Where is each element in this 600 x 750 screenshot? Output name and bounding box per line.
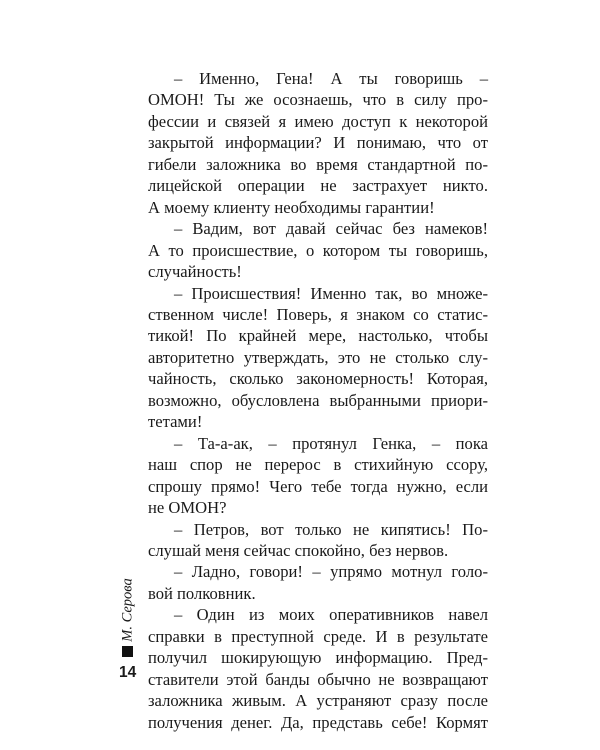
text-line: не ОМОН? (148, 498, 227, 518)
text-line: вой полковник. (148, 583, 256, 603)
text-line: – Один из моих оперативников навел (174, 605, 488, 625)
text-line: тикой! По крайней мере, настолько, чтобы (148, 326, 488, 346)
text-line: спрошу прямо! Чего тебе тогда нужно, если (148, 476, 488, 496)
text-line: ственном числе! Поверь, я знаком со статис- (148, 304, 488, 324)
page-number: 14 (119, 664, 137, 681)
text-line: наш спор не перерос в стихийную ссору, (148, 455, 488, 475)
text-line: – Та-а-ак, – протянул Генка, – пока (174, 433, 488, 453)
text-line: – Петров, вот только не кипятись! По- (174, 519, 488, 539)
text-line: А то происшествие, о котором ты говоришь, (148, 240, 488, 260)
text-line: – Именно, Гена! А ты говоришь – (174, 69, 488, 88)
text-line: – Ладно, говори! – упрямо мотнул голо- (174, 562, 488, 582)
text-line: ставители этой банды обычно не возвращают (148, 669, 488, 689)
square-marker-icon (122, 646, 133, 657)
text-line: получения денег. Да, представь себе! Кормят (148, 712, 488, 732)
text-line: – Вадим, вот давай сейчас без намеков! (174, 219, 488, 239)
text-line: случайность! (148, 262, 242, 282)
text-line: лицейской операции не застрахует никто. (148, 176, 488, 196)
text-line: слушай меня сейчас спокойно, без нервов. (148, 540, 449, 560)
text-line: авторитетно утверждать, это не столько слу- (148, 347, 488, 367)
text-line: тетами! (148, 412, 203, 432)
text-line: получил шокирующую информацию. Пред- (148, 648, 488, 668)
text-line: справки в преступной среде. И в результате (148, 626, 488, 646)
text-line: закрытой информации? И понимаю, что от (148, 133, 488, 153)
page-body-text (148, 68, 488, 733)
text-line: фессии и связей я имею доступ к некоторой (148, 111, 488, 131)
text-line: возможно, обусловлена выбранными приори- (148, 390, 488, 410)
text-line: – Происшествия! Именно так, во множе- (174, 283, 488, 303)
text-line: чайность, сколько закономерность! Которая, (148, 369, 488, 389)
text-line: заложника живым. А устраняют сразу после (148, 691, 488, 711)
text-line: А моему клиенту необходимы гарантии! (148, 197, 435, 217)
text-line: ОМОН! Ты же осознаешь, что в силу про- (148, 90, 488, 110)
text-line: гибели заложника во время стандартной по- (148, 154, 488, 174)
author-running-head: М. Серова (119, 578, 136, 642)
